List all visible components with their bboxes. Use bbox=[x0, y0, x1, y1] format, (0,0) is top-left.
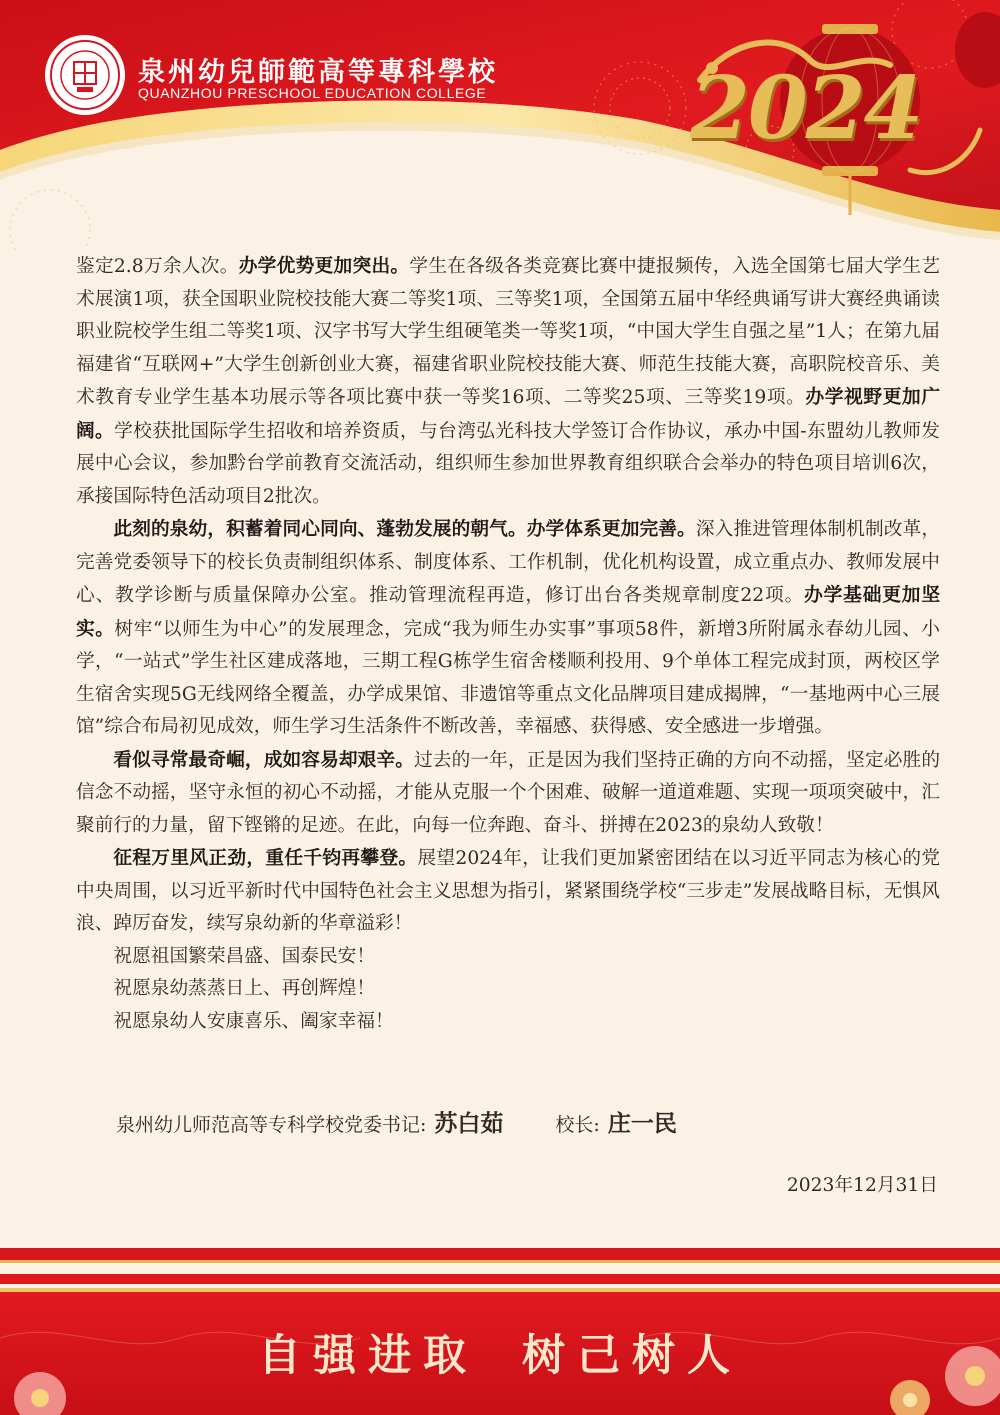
school-name-en: QUANZHOU PRESCHOOL EDUCATION COLLEGE bbox=[138, 85, 487, 101]
president-title: 校长: bbox=[555, 1114, 600, 1136]
wish-line: 祝愿泉幼人安康喜乐、阖家幸福！ bbox=[113, 1010, 394, 1032]
lead-sentence: 征程万里风正劲，重任千钧再攀登。 bbox=[113, 847, 418, 869]
year-title: 2024 bbox=[690, 58, 922, 159]
lead-sentence: 此刻的泉幼，积蓄着同心同向、蓬勃发展的朝气。 bbox=[113, 518, 527, 540]
letter-body bbox=[76, 250, 940, 1038]
signature-line bbox=[116, 1105, 916, 1138]
school-name-cn: 泉州幼兒師範高等專科學校 bbox=[138, 57, 498, 88]
highlight-vision: 办学视野更加广阔。 bbox=[76, 386, 941, 442]
wish-line: 祝愿祖国繁荣昌盛、国泰民安！ bbox=[113, 945, 376, 967]
secretary-title: 泉州幼儿师范高等专科学校党委书记: bbox=[116, 1114, 427, 1136]
paragraph-achievements: 鉴定2.8万余人次。办学优势更加突出。学生在各级各类竞赛比赛中捷报频传，入选全国第七届大学生艺术展演1项，获全国职业院校技能大赛二等奖1项、三等奖1项，全国第五届中华经典诵写讲大赛经典诵读职业院校学生组二等奖1项、汉字书写大学生组硬笔类一等奖1项，“中国大学生自强之星”1人；在第九届福建省“互联网+”大学生创新创业大赛，福建省职业院校技能大赛、师范生技能大赛，高职院校音乐、美术教育专业学生基本功展示等各项比赛中获一等奖16项、二等奖25项、三等奖19项。办学视野更加广阔。学校获批国际学生招收和培养资质，与台湾弘光科技大学签订合作协议，承办中国-东盟幼儿教师发展中心会议，参加黔台学前教育交流活动，组织师生参加世界教育组织联合会举办的特色项目培训6次，承接国际特色活动项目2批次。 bbox=[76, 255, 941, 507]
paragraph-outlook: 征程万里风正劲，重任千钧再攀登。展望2024年，让我们更加紧密团结在以习近平同志为核心的党中央周围，以习近平新时代中国特色社会主义思想为指引，紧紧围绕学校“三步走”发展战略目标，无惧风浪、踔厉奋发，续写泉幼新的华章溢彩！ bbox=[76, 847, 941, 934]
paragraph-vigor: 此刻的泉幼，积蓄着同心同向、蓬勃发展的朝气。办学体系更加完善。深入推进管理体制机制改革，完善党委领导下的校长负责制组织体系、制度体系、工作机制，优化机构设置，成立重点办、教师发展中心、教学诊断与质量保障办公室。推动管理流程再造，修订出台各类规章制度22项。办学基础更加坚实。树牢“以师生为中心”的发展理念，完成“我为师生办实事”事项58件，新增3所附属永春幼儿园、小学，“一站式”学生社区建成落地，三期工程G栋学生宿舍楼顺利投用、9个单体工程完成封顶，两校区学生宿舍实现5G无线网络全覆盖，办学成果馆、非遗馆等重点文化品牌项目建成揭牌，“一基地两中心三展馆”综合布局初见成效，师生学习生活条件不断改善，幸福感、获得感、安全感进一步增强。 bbox=[76, 518, 941, 737]
school-logo bbox=[44, 34, 126, 116]
president-name: 庄一民 bbox=[607, 1110, 677, 1137]
lead-sentence: 看似寻常最奇崛，成如容易却艰辛。 bbox=[113, 748, 415, 771]
secretary-name: 苏白茹 bbox=[434, 1110, 504, 1137]
wish-line: 祝愿泉幼蒸蒸日上、再创辉煌！ bbox=[113, 978, 376, 999]
paragraph-hardship: 看似寻常最奇崛，成如容易却艰辛。过去的一年，正是因为我们坚持正确的方向不动摇，坚定必胜的信念不动摇，坚守永恒的初心不动摇，才能从克服一个个困难、破解一道道难题、实现一项项突破中，汇聚前行的力量，留下铿锵的足迹。在此，向每一位奔跑、奋斗、拼搏在2023的泉幼人致敬！ bbox=[76, 748, 941, 836]
highlight-advantage: 办学优势更加突出。 bbox=[238, 255, 410, 277]
highlight-system: 办学体系更加完善。 bbox=[526, 518, 696, 540]
footer-slogan: 自强进取 树己树人 bbox=[258, 1331, 742, 1381]
highlight-foundation: 办学基础更加坚实。 bbox=[76, 584, 941, 640]
letter-date: 2023年12月31日 bbox=[786, 1175, 938, 1196]
